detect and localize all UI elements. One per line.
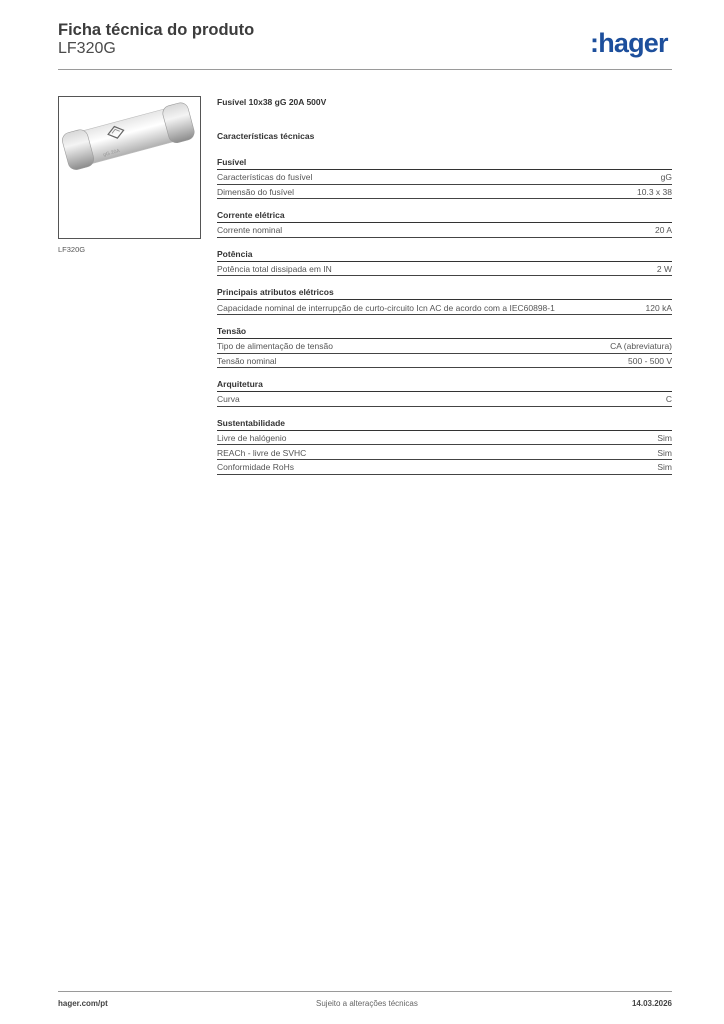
spec-value: gG	[660, 172, 672, 183]
spec-group	[217, 209, 672, 238]
spec-group-title: Potência	[217, 248, 253, 259]
footer-website[interactable]: hager.com/pt	[58, 999, 108, 1008]
page-title: Ficha técnica do produto	[58, 21, 255, 39]
svg-text:gG 20A: gG 20A	[102, 148, 121, 159]
spec-group-title: Arquitetura	[217, 379, 263, 390]
image-caption: LF320G	[58, 245, 86, 254]
spec-group-title: Corrente elétrica	[217, 210, 285, 221]
spec-value: 2 W	[656, 264, 672, 275]
spec-group	[217, 286, 672, 315]
spec-value: 500 - 500 V	[628, 355, 672, 366]
product-code: LF320G	[58, 40, 116, 57]
svg-text::hager: :hager	[590, 28, 668, 58]
spec-value: 10.3 x 38	[637, 186, 672, 197]
footer-note: Sujeito a alterações técnicas	[316, 999, 418, 1008]
product-image	[58, 96, 201, 239]
cartridge-fuse-icon	[59, 97, 200, 238]
spec-groups	[217, 156, 672, 475]
spec-row	[217, 223, 672, 238]
spec-label: Conformidade RoHs	[217, 462, 295, 473]
section-title: Características técnicas	[217, 131, 315, 141]
spec-row	[217, 431, 672, 446]
spec-group-title: Sustentabilidade	[217, 417, 286, 428]
spec-label: REACh - livre de SVHC	[217, 447, 307, 458]
spec-row	[217, 300, 672, 315]
spec-value: C	[665, 394, 672, 405]
footer-divider	[58, 991, 672, 992]
spec-value: Sim	[657, 447, 672, 458]
spec-label: Livre de halógenio	[217, 433, 287, 444]
spec-row	[217, 354, 672, 369]
spec-group	[217, 248, 672, 277]
spec-group-title: Principais atributos elétricos	[217, 287, 334, 298]
spec-row	[217, 339, 672, 354]
footer-date: 14.03.2026	[631, 999, 672, 1008]
spec-value: Sim	[657, 433, 672, 444]
spec-group-title: Fusível	[217, 157, 247, 167]
spec-label: Tipo de alimentação de tensão	[217, 341, 333, 352]
spec-group	[217, 325, 672, 368]
spec-row	[217, 445, 672, 460]
spec-row	[217, 262, 672, 277]
spec-group	[217, 417, 672, 475]
spec-group-title: Tensão	[217, 325, 247, 336]
spec-label: Curva	[217, 394, 240, 405]
spec-row	[217, 170, 672, 185]
spec-row	[217, 185, 672, 200]
spec-value: 120 kA	[645, 302, 672, 313]
spec-label: Corrente nominal	[217, 225, 283, 236]
product-description: Fusível 10x38 gG 20A 500V	[217, 97, 327, 107]
spec-label: Características do fusível	[217, 172, 313, 183]
spec-label: Dimensão do fusível	[217, 186, 295, 197]
spec-value: CA (abreviatura)	[610, 341, 672, 352]
spec-value: 20 A	[654, 225, 672, 236]
spec-row	[217, 460, 672, 475]
spec-group	[217, 156, 672, 199]
spec-value: Sim	[657, 462, 672, 473]
spec-group	[217, 378, 672, 407]
spec-label: Potência total dissipada em IN	[217, 264, 332, 275]
header-divider	[58, 69, 672, 70]
spec-content	[217, 96, 672, 475]
spec-row	[217, 392, 672, 407]
spec-label: Capacidade nominal de interrupção de curto-circuito Icn AC de acordo com a IEC60898-1	[217, 302, 555, 313]
hager-logo	[590, 26, 676, 60]
spec-label: Tensão nominal	[217, 355, 277, 366]
